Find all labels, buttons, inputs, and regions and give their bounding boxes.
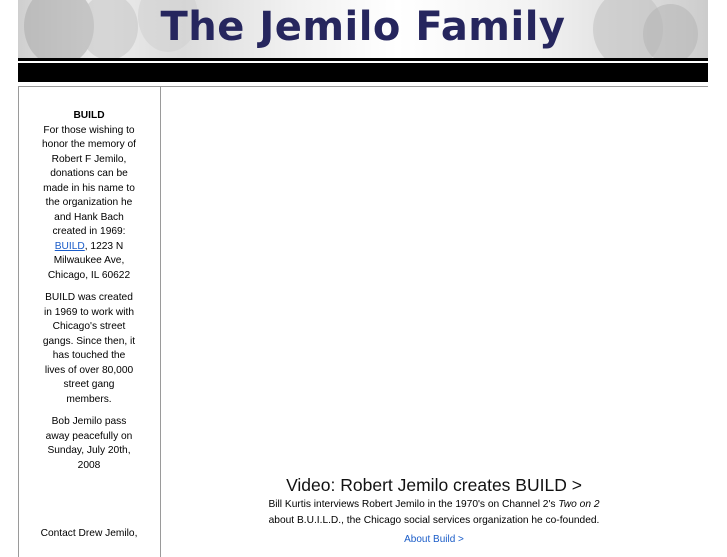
sidebar-memorial: Bob Jemilo pass away peacefully on Sunday, July 20th, 2008 (45, 416, 133, 471)
sidebar-intro: For those wishing to honor the memory of Robert F Jemilo, donations can be made in his name to the organization he and Hank Bach created in 1969: (42, 124, 136, 237)
divider (18, 61, 708, 63)
video-desc-text: Bill Kurtis interviews Robert Jemilo in the 1970's on Channel 2's (268, 499, 559, 510)
sidebar-address: , 1223 N Milwaukee Ave, Chicago, IL 60622 (47, 240, 131, 281)
video-description (161, 497, 707, 528)
video-section (161, 474, 707, 545)
video-desc-text-2: about B.U.I.L.D., the Chicago social services organization he co-founded. (268, 514, 600, 526)
video-link[interactable]: Video: Robert Jemilo creates BUILD > (286, 475, 582, 495)
header-banner (18, 0, 708, 58)
site-title: The Jemilo Family (160, 4, 566, 50)
nav-bar (18, 58, 708, 82)
sidebar-heading: BUILD (73, 110, 105, 121)
build-link[interactable]: BUILD (54, 240, 85, 252)
about-build-link[interactable]: About Build > (404, 534, 464, 545)
sidebar-contact: Contact Drew Jemilo, (40, 528, 138, 539)
sidebar (18, 87, 161, 557)
sidebar-about: BUILD was created in 1969 to work with Chicago's street gangs. Since then, it has touched the lives of over 80,000 street gang members. (42, 292, 136, 405)
show-name: Two on 2 (558, 499, 600, 510)
sidebar-content (42, 109, 136, 481)
